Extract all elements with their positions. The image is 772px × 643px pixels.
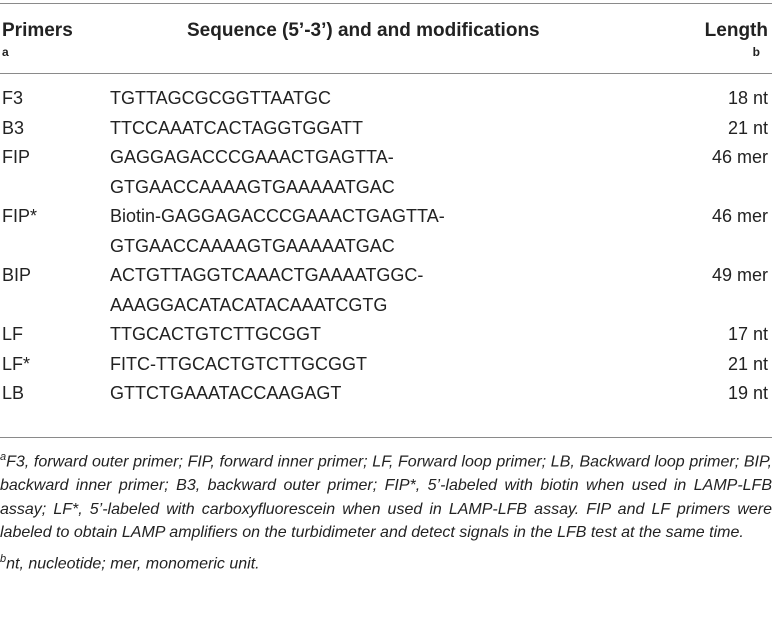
table-cell-sequence: AAAGGACATACATACAAATCGTG — [110, 294, 388, 315]
table-cell-length: 17 nt — [727, 324, 768, 344]
table-cell-primer: FIP* — [2, 206, 38, 226]
table-cell-sequence: FITC-TTGCACTGTCTTGCGGT — [110, 353, 367, 374]
table-cell-length: 18 nt — [727, 88, 768, 108]
table-top-rule — [0, 3, 772, 4]
table-cell-length: 46 mer — [711, 147, 768, 167]
header-length: Length — [704, 20, 768, 41]
table-cell-length: 21 nt — [727, 117, 768, 138]
table-cell-primer: FIP — [2, 147, 31, 167]
table-cell-sequence: ACTGTTAGGTCAAACTGAAAATGGC- — [110, 265, 424, 285]
table-cell-primer: LF* — [2, 353, 31, 374]
table-cell-length: 19 nt — [727, 383, 768, 403]
footnote-a-text: F3, forward outer primer; FIP, forward inner primer; LF, Forward loop primer; LB, Backward loop primer; BIP, backward inner primer; B3, backward outer primer; FIP*, 5’-labeled with biotin when used in LAMP-LFB assay; LF*, 5’-labeled with carboxyfluorescein when used in LAMP-LFB assay. FIP and LF primers were labeled to obtain LAMP amplifiers on the turbidimeter and detect signals in the LFB test at the same time. — [0, 453, 772, 542]
table-cell-length: 49 mer — [711, 265, 768, 285]
table-cell-sequence: Biotin-GAGGAGACCCGAAACTGAGTTA- — [110, 206, 445, 226]
footnote-b-mark: b — [0, 552, 7, 565]
footnote-b-text: nt, nucleotide; mer, monomeric unit. — [6, 555, 260, 573]
table-cell-primer: B3 — [2, 117, 25, 138]
footnote-b — [0, 548, 772, 576]
table-cell-sequence: TTGCACTGTCTTGCGGT — [110, 324, 321, 344]
table-footnotes — [0, 446, 772, 576]
header-primers-note: a — [2, 45, 9, 59]
table-cell-length: 46 mer — [711, 206, 768, 226]
table-cell-primer: BIP — [2, 265, 32, 285]
table-cell-primer: LF — [2, 324, 24, 344]
table-cell-sequence: GTGAACCAAAAGTGAAAAATGAC — [110, 235, 395, 256]
table-bottom-rule — [0, 437, 772, 438]
table-cell-length: 21 nt — [727, 353, 768, 374]
table-cell-sequence: GAGGAGACCCGAAACTGAGTTA- — [110, 147, 394, 167]
table-cell-primer: F3 — [2, 88, 24, 108]
table-header-rule — [0, 73, 772, 74]
table-cell-sequence: TGTTAGCGCGGTTAATGC — [110, 88, 331, 108]
table-cell-sequence: GTTCTGAAATACCAAGAGT — [110, 383, 342, 403]
table-cell-primer: LB — [2, 383, 25, 403]
footnote-a — [0, 446, 772, 545]
table-cell-sequence: TTCCAAATCACTAGGTGGATT — [110, 117, 363, 138]
footnote-a-mark: a — [0, 451, 7, 463]
header-sequence: Sequence (5’-3’) and and modifications — [187, 20, 540, 41]
table-cell-sequence: GTGAACCAAAAGTGAAAAATGAC — [110, 176, 395, 197]
header-primers: Primers — [2, 20, 73, 41]
header-length-note: b — [752, 45, 760, 59]
